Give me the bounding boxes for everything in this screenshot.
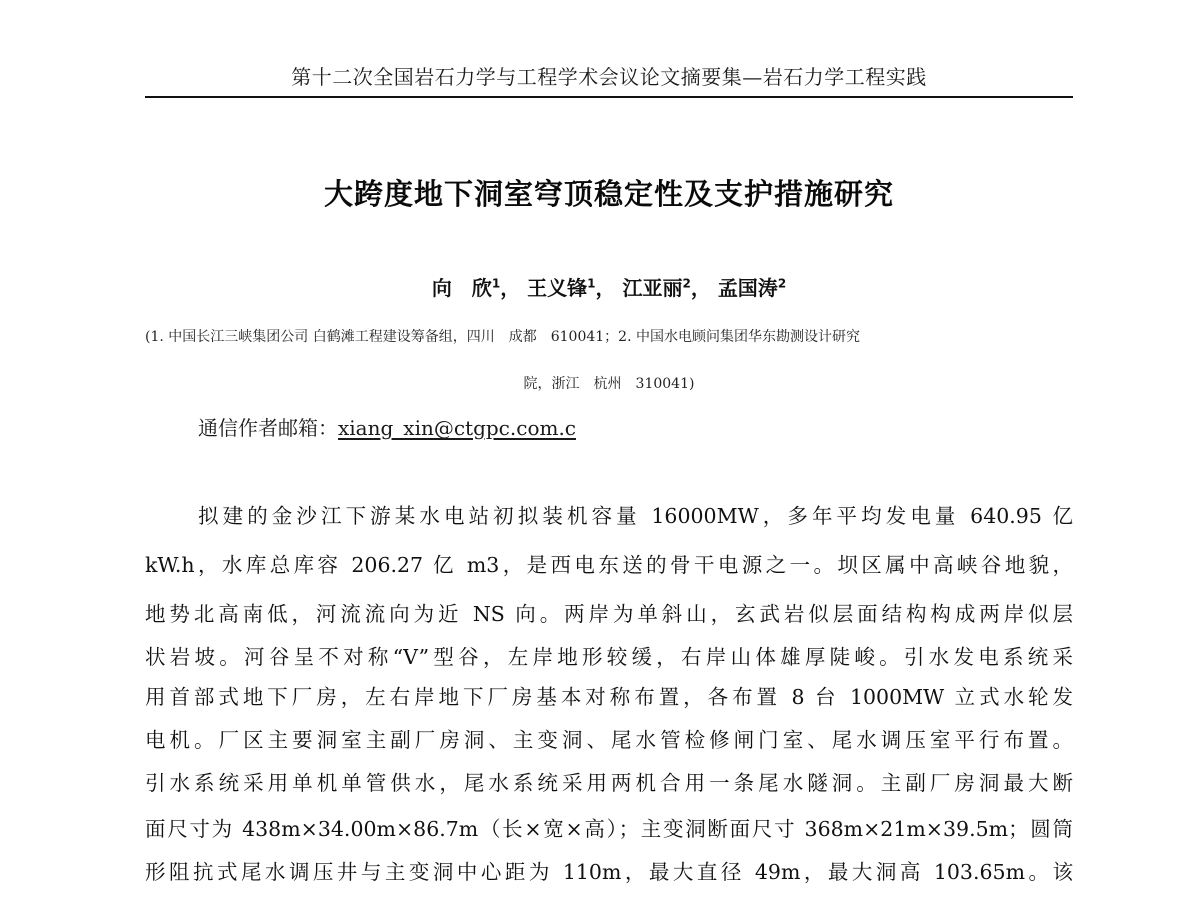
running-header: 第十二次全国岩石力学与工程学术会议论文摘要集—岩石力学工程实践 xyxy=(291,65,927,89)
author-affil-mark: 1 xyxy=(587,276,596,291)
author-separator: ， xyxy=(690,276,711,300)
header-rule xyxy=(145,96,1073,98)
abstract-line-1: 拟建的金沙江下游某水电站初拟装机容量 16000MW，多年平均发电量 640.95 亿 xyxy=(198,504,1073,528)
author-affil-mark: 1 xyxy=(491,276,501,291)
abstract-line-3: 地势北高南低，河流流向为近 NS 向。两岸为单斜山，玄武岩似层面结构构成两岸似层 xyxy=(145,602,1073,626)
email-link[interactable]: xiang_xin@ctgpc.com.c xyxy=(338,416,577,440)
abstract-line-2: kW.h，水库总库容 206.27 亿 m3，是西电东送的骨干电源之一。坝区属中高峡谷地貌， xyxy=(145,553,1073,577)
abstract-line-5: 用首部式地下厂房，左右岸地下厂房基本对称布置，各布置 8 台 1000MW 立式水轮发 xyxy=(145,685,1073,709)
author-name: 江亚丽 xyxy=(622,276,683,300)
author-name: 孟国涛 xyxy=(717,276,778,300)
author-name: 向 欣 xyxy=(431,276,492,300)
author-affil-mark: 2 xyxy=(777,276,787,291)
abstract-line-4: 状岩坡。河谷呈不对称“V”型谷，左岸地形较缓，右岸山体雄厚陡峻。引水发电系统采 xyxy=(145,645,1073,669)
abstract-line-6: 电机。厂区主要洞室主副厂房洞、主变洞、尾水管检修闸门室、尾水调压室平行布置。 xyxy=(145,728,1073,752)
paper-title: 大跨度地下洞室穹顶稳定性及支护措施研究 xyxy=(323,177,894,211)
email-label: 通信作者邮箱： xyxy=(198,416,338,440)
author-separator: ， xyxy=(595,276,616,300)
corresponding-email xyxy=(198,412,576,444)
abstract-line-7: 引水系统采用单机单管供水，尾水系统采用两机合用一条尾水隧洞。主副厂房洞最大断 xyxy=(145,771,1073,795)
author-affil-mark: 2 xyxy=(682,276,691,291)
author-separator: ， xyxy=(500,276,521,300)
abstract-line-9: 形阻抗式尾水调压井与主变洞中心距为 110m，最大直径 49m，最大洞高 103.65m。该 xyxy=(145,860,1073,884)
author-name: 王义锋 xyxy=(527,276,588,300)
affiliation-line-1: (1. 中国长江三峡集团公司 白鹤滩工程建设筹备组，四川 成都 610041；2. 中国水电顾问集团华东勘测设计研究 xyxy=(145,329,860,345)
abstract-line-8: 面尺寸为 438m×34.00m×86.7m（长×宽×高）；主变洞断面尺寸 368m×21m×39.5m；圆筒 xyxy=(145,817,1073,841)
affiliation-line-2: 院，浙江 杭州 310041) xyxy=(523,376,695,392)
author-list xyxy=(145,272,1073,304)
